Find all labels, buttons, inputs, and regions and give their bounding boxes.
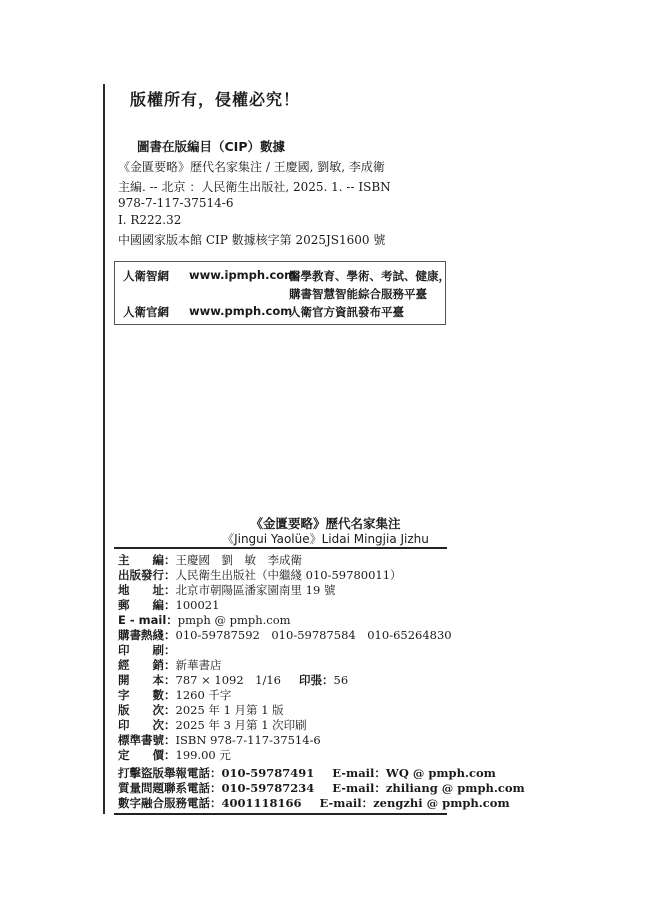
website-desc: 人衛官方資訊發布平臺 — [289, 305, 404, 319]
colophon-label: E - mail： — [118, 613, 178, 627]
colophon-value: 199.00 元 — [175, 748, 231, 762]
website-desc: 購書智慧智能綜合服務平臺 — [289, 287, 427, 301]
colophon-row — [118, 673, 348, 688]
cip-line: Ⅰ. R222.32 — [118, 213, 182, 227]
colophon-row — [118, 733, 321, 748]
colophon-row — [118, 748, 231, 763]
book-subtitle: 《Jingui Yaolüe》Lidai Mingjia Jizhu — [222, 532, 429, 546]
colophon-row — [118, 628, 452, 643]
contact-phone: 010-59787234 — [221, 781, 315, 795]
colophon-row — [118, 643, 176, 658]
divider — [114, 547, 447, 549]
colophon-value: 010-59787592 010-59787584 010-65264830 — [175, 628, 452, 642]
margin-rule — [103, 84, 105, 814]
colophon-label: 郵 編： — [118, 598, 176, 612]
cip-line: 《金匱要略》歷代名家集注 / 王慶國, 劉敏, 李成衛 — [118, 160, 385, 174]
website-box — [114, 261, 450, 325]
website-name: 人衛官網 — [123, 305, 169, 319]
contact-label: 數字融合服務電話： — [118, 796, 222, 810]
colophon-label: 字 數： — [118, 688, 176, 702]
colophon-row — [118, 703, 284, 718]
colophon-value: 北京市朝陽區潘家園南里 19 號 — [175, 583, 336, 597]
colophon-value: 人民衛生出版社（中繼綫 010-59780011） — [175, 568, 402, 582]
website-url[interactable]: www.pmph.com — [189, 304, 293, 318]
contact-label: 質量問題聯系電話： — [118, 781, 222, 795]
colophon-label: 印 次： — [118, 718, 176, 732]
contact-row — [118, 796, 510, 811]
colophon-label: 經 銷： — [118, 658, 176, 672]
colophon-value: 新華書店 — [175, 658, 222, 672]
contact-email[interactable]: E-mail：zengzhi @ pmph.com — [319, 796, 510, 810]
colophon-extra-label: 印張： — [299, 673, 334, 687]
contact-phone: 4001118166 — [221, 796, 302, 810]
colophon-label: 地 址： — [118, 583, 176, 597]
colophon-label: 標準書號： — [118, 733, 176, 747]
colophon-value: 1260 千字 — [175, 688, 232, 702]
contact-row — [118, 781, 525, 796]
contact-label: 打擊盜版舉報電話： — [118, 766, 222, 780]
colophon-label: 定 價： — [118, 748, 176, 762]
book-title: 《金匱要略》歷代名家集注 — [250, 516, 401, 531]
contact-row — [118, 766, 496, 781]
contact-email[interactable]: E-mail：WQ @ pmph.com — [332, 766, 496, 780]
colophon-value: 王慶國 劉 敏 李成衛 — [175, 553, 302, 567]
contact-email[interactable]: E-mail：zhiliang @ pmph.com — [332, 781, 525, 795]
cip-title: 圖書在版編目（CIP）數據 — [137, 139, 285, 154]
colophon-row — [118, 583, 335, 598]
cip-line: 中國國家版本館 CIP 數據核字第 2025JS1600 號 — [118, 233, 386, 247]
website-desc: 醫學教育、學術、考試、健康， — [289, 269, 450, 283]
cip-line: 978-7-117-37514-6 — [118, 196, 234, 210]
colophon-row — [118, 613, 291, 628]
colophon-row — [118, 718, 307, 733]
website-url[interactable]: www.ipmph.com — [189, 268, 297, 282]
divider — [114, 813, 447, 815]
contact-phone: 010-59787491 — [221, 766, 315, 780]
colophon-row — [118, 688, 231, 703]
colophon-value: 787 × 1092 1/16 — [175, 673, 281, 687]
colophon-value: pmph @ pmph.com — [177, 613, 291, 627]
colophon-row — [118, 658, 222, 673]
colophon-label: 出版發行： — [118, 568, 176, 582]
colophon-value: ISBN 978-7-117-37514-6 — [175, 733, 321, 747]
copyright-notice: 版權所有，侵權必究！ — [130, 90, 301, 109]
colophon-label: 印 刷： — [118, 643, 176, 657]
colophon-label: 主 編： — [118, 553, 176, 567]
colophon-label: 開 本： — [118, 673, 176, 687]
colophon-label: 購書熱綫： — [118, 628, 176, 642]
colophon-extra-value: 56 — [333, 673, 349, 687]
website-name: 人衛智網 — [123, 269, 169, 283]
colophon-value: 100021 — [175, 598, 220, 612]
colophon-row — [118, 598, 219, 613]
colophon-label: 版 次： — [118, 703, 176, 717]
colophon-row — [118, 553, 302, 568]
colophon-row — [118, 568, 402, 583]
colophon-value: 2025 年 1 月第 1 版 — [175, 703, 284, 717]
cip-line: 主編. -- 北京 ：人民衛生出版社, 2025. 1. -- ISBN — [118, 180, 391, 194]
colophon-value: 2025 年 3 月第 1 次印刷 — [175, 718, 307, 732]
